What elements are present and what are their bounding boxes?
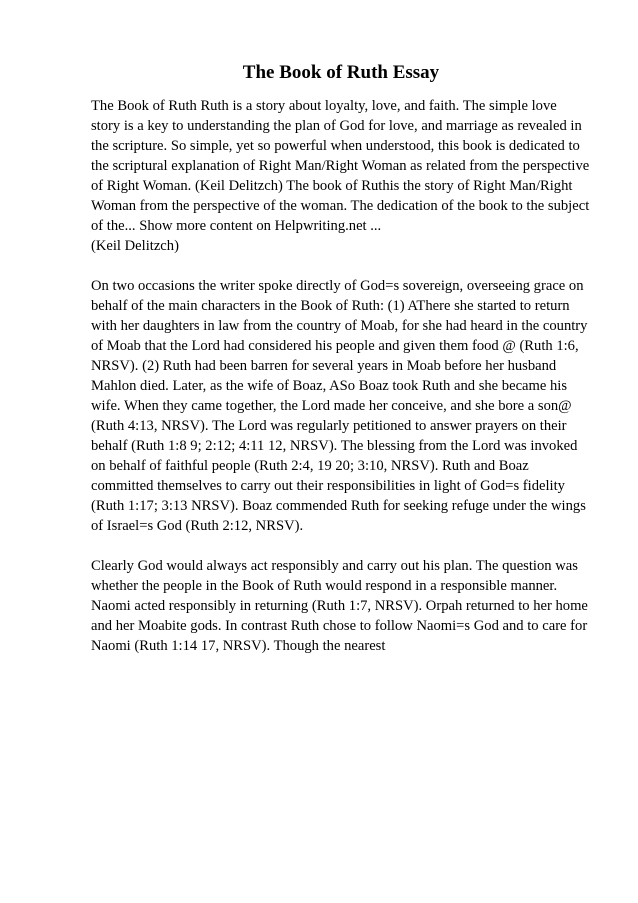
paragraph-1-line-1: The Book of Ruth Ruth is a story about loyalty, love, and faith. The simple love bbox=[91, 98, 557, 114]
paragraph-3-line-5: Naomi (Ruth 1:14 17, NRSV). Though the nearest bbox=[91, 638, 386, 654]
document-title: The Book of Ruth Essay bbox=[242, 62, 440, 83]
paragraph-2-line-12: (Ruth 1:17; 3:13 NRSV). Boaz commended Ruth for seeking refuge under the wings bbox=[91, 498, 586, 514]
paragraph-3-line-1: Clearly God would always act responsibly and carry out his plan. The question was bbox=[91, 558, 578, 574]
paragraph-2-line-6: Mahlon died. Later, as the wife of Boaz, ASo Boaz took Ruth and she became his bbox=[91, 378, 568, 394]
paragraph-1-line-5: of Right Woman. (Keil Delitzch) The book of Ruthis the story of Right Man/Right bbox=[91, 178, 573, 194]
paragraph-1-line-7: of the... Show more content on Helpwriting.net ... bbox=[91, 218, 382, 234]
paragraph-2-line-8: (Ruth 4:13, NRSV). The Lord was regularly petitioned to answer prayers on their bbox=[91, 418, 567, 434]
paragraph-3-line-2: whether the people in the Book of Ruth would respond in a responsible manner. bbox=[91, 578, 558, 594]
paragraph-2-line-1: On two occasions the writer spoke directly of God=s sovereign, overseeing grace on bbox=[91, 278, 584, 294]
paragraph-2-line-11: committed themselves to carry out their responsibilities in light of God=s fidelity bbox=[91, 478, 565, 494]
paragraph-2-line-2: behalf of the main characters in the Book of Ruth: (1) AThere she started to return bbox=[91, 298, 570, 314]
paragraph-1-line-4: the scriptural explanation of Right Man/Right Woman as related from the perspective bbox=[91, 158, 590, 174]
paragraph-3-line-3: Naomi acted responsibly in returning (Ruth 1:7, NRSV). Orpah returned to her home bbox=[91, 598, 588, 614]
paragraph-2-line-3: with her daughters in law from the country of Moab, for she had heard in the country bbox=[91, 318, 588, 334]
paragraph-2-line-7: wife. When they came together, the Lord made her conceive, and she bore a son@ bbox=[91, 398, 572, 414]
paragraph-2-line-9: behalf (Ruth 1:8 9; 2:12; 4:11 12, NRSV). The blessing from the Lord was invoked bbox=[91, 438, 578, 454]
paragraph-2-line-5: NRSV). (2) Ruth had been barren for several years in Moab before her husband bbox=[91, 358, 557, 374]
paragraph-1-line-2: story is a key to understanding the plan of God for love, and marriage as revealed in bbox=[91, 118, 582, 134]
paragraph-2-line-10: on behalf of faithful people (Ruth 2:4, 19 20; 3:10, NRSV). Ruth and Boaz bbox=[91, 458, 529, 474]
paragraph-1-line-6: Woman from the perspective of the woman. The dedication of the book to the subject bbox=[91, 198, 590, 214]
paragraph-3-line-4: and her Moabite gods. In contrast Ruth chose to follow Naomi=s God and to care for bbox=[91, 618, 588, 634]
paragraph-2-line-4: of Moab that the Lord had considered his people and given them food @ (Ruth 1:6, bbox=[91, 338, 579, 354]
paragraph-1-line-8: (Keil Delitzch) bbox=[91, 238, 179, 254]
paragraph-1-line-3: the scripture. So simple, yet so powerful when understood, this book is dedicated to bbox=[91, 138, 580, 154]
paragraph-2-line-13: of Israel=s God (Ruth 2:12, NRSV). bbox=[91, 518, 304, 534]
